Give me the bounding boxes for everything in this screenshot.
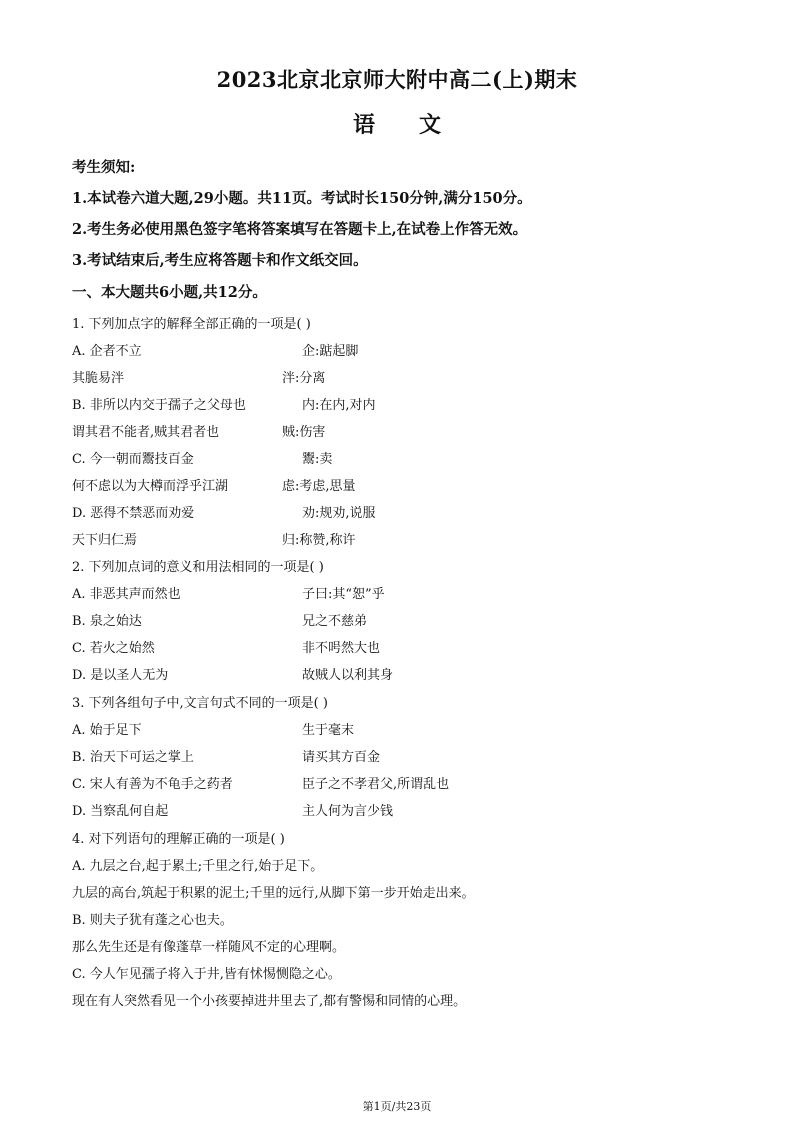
option-line: A. 九层之台,起于累土;千里之行,始于足下。 bbox=[72, 859, 324, 874]
option-left: D. 恶得不禁恶而劝爱 bbox=[72, 506, 195, 521]
question-stem: 1. 下列加点字的解释全部正确的一项是( ) bbox=[72, 317, 311, 332]
notice-item: 1.本试卷六道大题,29小题。共11页。考试时长150分钟,满分150分。 bbox=[72, 190, 532, 207]
option-right: 生于毫末 bbox=[302, 723, 355, 738]
option-line: 那么先生还是有像蓬草一样随风不定的心理啊。 bbox=[72, 940, 346, 955]
option-left: B. 非所以内交于孺子之父母也 bbox=[72, 398, 246, 413]
page-title: 2023北京北京师大附中高二(上)期末 bbox=[216, 67, 578, 92]
option-right: 鬻:卖 bbox=[302, 452, 333, 467]
option-right: 企:踮起脚 bbox=[302, 344, 359, 359]
option-right: 请买其方百金 bbox=[302, 750, 381, 765]
option-right: 归:称赞,称许 bbox=[282, 533, 356, 548]
notice-item: 2.考生务必使用黑色签字笔将答案填写在答题卡上,在试卷上作答无效。 bbox=[72, 221, 528, 238]
option-left: 谓其君不能者,贼其君者也 bbox=[72, 425, 220, 440]
option-left: D. 是以圣人无为 bbox=[72, 668, 169, 683]
option-right: 子曰:其“恕”乎 bbox=[302, 587, 385, 602]
option-line: 九层的高台,筑起于积累的泥土;千里的远行,从脚下第一步开始走出来。 bbox=[72, 886, 475, 901]
option-left: A. 企者不立 bbox=[72, 344, 142, 359]
option-left: A. 非恶其声而然也 bbox=[72, 587, 181, 602]
option-line: C. 今人乍见孺子将入于井,皆有怵惕恻隐之心。 bbox=[72, 967, 341, 982]
question-stem: 3. 下列各组句子中,文言句式不同的一项是( ) bbox=[72, 696, 328, 711]
option-right: 故贼人以利其身 bbox=[302, 668, 394, 683]
notice-heading: 考生须知: bbox=[72, 159, 136, 176]
option-left: 天下归仁焉 bbox=[72, 533, 138, 548]
option-left: 其脆易泮 bbox=[72, 371, 125, 386]
option-left: B. 治天下可运之掌上 bbox=[72, 750, 194, 765]
option-right: 非不呺然大也 bbox=[302, 641, 381, 656]
question-stem: 4. 对下列语句的理解正确的一项是( ) bbox=[72, 832, 285, 847]
option-left: A. 始于足下 bbox=[72, 723, 142, 738]
section-heading: 一、本大题共6小题,共12分。 bbox=[72, 284, 267, 301]
option-right: 主人何为言少钱 bbox=[302, 804, 394, 819]
option-right: 贼:伤害 bbox=[282, 425, 326, 440]
subject-title: 语文 bbox=[352, 112, 485, 138]
option-line: 现在有人突然看见一个小孩要掉进井里去了,都有警惕和同情的心理。 bbox=[72, 994, 467, 1009]
option-left: D. 当察乱何自起 bbox=[72, 804, 169, 819]
option-left: B. 泉之始达 bbox=[72, 614, 142, 629]
page-number: 第1页/共23页 bbox=[362, 1100, 432, 1113]
option-right: 泮:分离 bbox=[282, 371, 326, 386]
option-left: C. 今一朝而鬻技百金 bbox=[72, 452, 194, 467]
option-left: C. 若火之始然 bbox=[72, 641, 155, 656]
option-right: 虑:考虑,思量 bbox=[282, 479, 356, 494]
question-stem: 2. 下列加点词的意义和用法相同的一项是( ) bbox=[72, 560, 324, 575]
option-left: C. 宋人有善为不龟手之药者 bbox=[72, 777, 233, 792]
option-right: 兄之不慈弟 bbox=[302, 614, 368, 629]
option-right: 臣子之不孝君父,所谓乱也 bbox=[302, 777, 450, 792]
notice-item: 3.考试结束后,考生应将答题卡和作文纸交回。 bbox=[72, 252, 368, 269]
option-line: B. 则夫子犹有蓬之心也夫。 bbox=[72, 913, 233, 928]
option-left: 何不虑以为大樽而浮乎江湖 bbox=[72, 479, 229, 494]
option-right: 内:在内,对内 bbox=[302, 398, 376, 413]
option-right: 劝:规劝,说服 bbox=[302, 506, 376, 521]
